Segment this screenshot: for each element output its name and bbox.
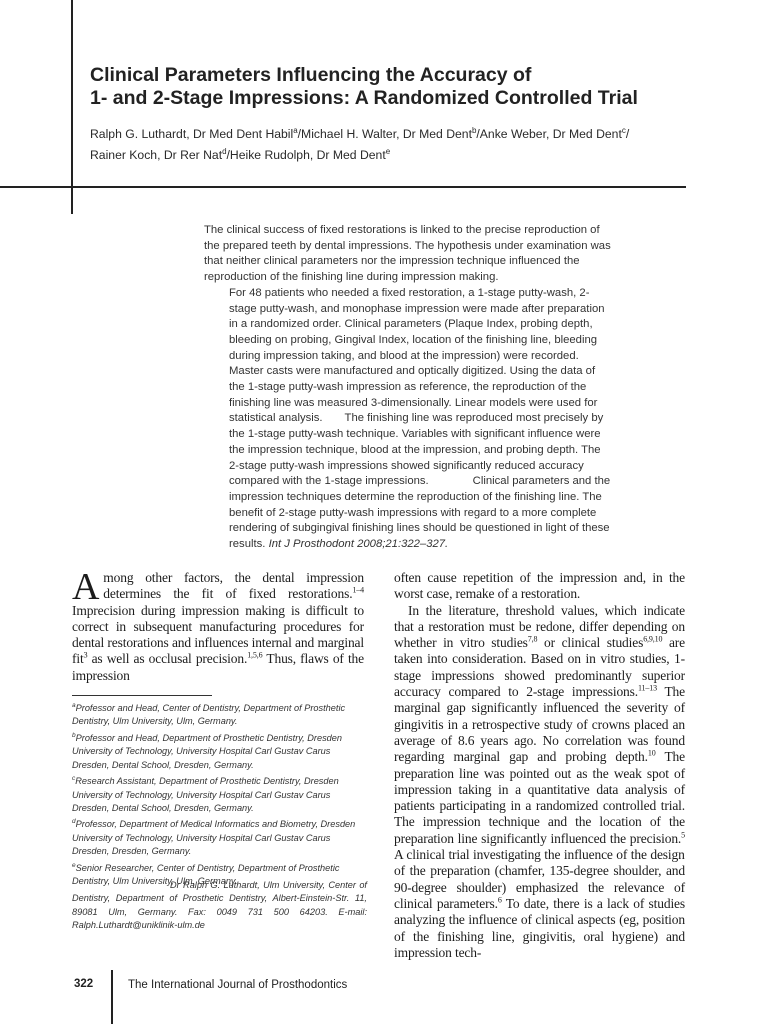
correspondence-address <box>72 879 367 933</box>
footnote-mark: d <box>72 818 76 826</box>
abstract <box>151 223 611 553</box>
abstract-methods-text: For 48 patients who needed a fixed restoration, a 1-stage putty-wash, 2-stage putty-wash, and monophase impression were made after preparation in a randomized order. Clinical parameters (Plaque Index, probing depth, bleeding on probing, Gingival Index, location of the finishing line, bleeding during impression taking, and blood at the impression) were recorded. Master casts were manufactured and optically digitized. Using the data of the 1-stage putty-wash impression as reference, the reproduction of the finishing line was measured 3-dimensionally. Linear models were used for statistical analysis. <box>229 286 605 425</box>
citation-ref: 6 <box>497 895 502 905</box>
title-line-1: Clinical Parameters Influencing the Accuracy of <box>90 64 532 86</box>
affiliation-mark: d <box>222 147 227 157</box>
body-text: mong other factors, the dental impression determines the fit of fixed restorations. <box>103 570 364 602</box>
title-line-2: 1- and 2-Stage Impressions: A Randomized Controlled Trial <box>90 87 638 109</box>
footer-vertical-rule <box>111 970 113 1024</box>
footnote-text: Research Assistant, Department of Prosthetic Dentistry, Dresden University of Technology, University Hospital Carl Gustav Carus Dresden, Dental School, Dresden, Germany. <box>72 776 339 814</box>
header-horizontal-rule <box>0 186 686 188</box>
body-text: Thus, flaws of the impression <box>72 651 364 683</box>
body-paragraph <box>394 603 685 962</box>
header-vertical-rule <box>71 0 73 214</box>
footnote <box>72 772 367 815</box>
affiliation-mark: c <box>621 126 626 135</box>
citation-ref: 3 <box>83 650 88 660</box>
affiliation-mark: a <box>293 126 298 135</box>
body-text: A clinical trial investigating the influence of the design of the preparation (chamfer, 135-degree shoulder, and 90-degree shoulder) emphasized the relevance of clinical parameters. <box>394 847 685 911</box>
body-text: The preparation line was pointed out as the weak spot of impression taking in a quantitative data analysis of patients participating in a randomized controlled trial. The impression technique and the location of the preparation line significantly influenced the precision. <box>394 749 685 846</box>
page-number: 322 <box>74 978 94 990</box>
author-separator: / <box>625 127 630 142</box>
author-name: /Anke Weber, Dr Med Dent <box>476 127 622 142</box>
body-text: To date, there is a lack of studies analyzing the influence of clinical aspects (eg, position of the finishing line, gingivitis, oral hygiene) and impression tech- <box>394 895 685 960</box>
footnote-mark: b <box>72 731 76 739</box>
citation-ref: 1–4 <box>352 585 364 595</box>
footnote-mark: c <box>72 775 76 783</box>
correspondence-text: Dr Ralph G. Luthardt, Ulm University, Center of Dentistry, Department of Prosthetic Dentistry, Albert-Einstein-Str. 11, 89081 Ulm, Germany. Fax: 0049 731 500 64203. E-mail: Ralph.Luthardt@uniklinik-ulm.de <box>72 880 367 931</box>
body-column-left <box>72 566 364 684</box>
body-text: or clinical studies <box>537 635 644 651</box>
citation-ref: 10 <box>647 748 656 758</box>
footnotes <box>72 699 367 889</box>
body-text: as well as occlusal precision. <box>87 651 248 667</box>
footnote-text: Professor, Department of Medical Informatics and Biometry, Dresden University of Technology, University Hospital Carl Gustav Carus Dresden, Dresden, Germany. <box>72 819 356 857</box>
journal-name: The International Journal of Prosthodontics <box>128 979 348 991</box>
footnote-text: Senior Researcher, Center of Dentistry, Department of Prosthetic Dentistry, Ulm University, Ulm, Germany. <box>72 862 340 887</box>
author-name: /Michael H. Walter, Dr Med Dent <box>297 127 472 142</box>
abstract-results-text: The finishing line was reproduced most precisely by the 1-stage putty-wash technique. Variables with significant influence were the impression technique, blood at the impression, and probing depth. The 2-stage putty-wash impressions showed significantly reduced accuracy compared with the 1-stage impressions. <box>229 412 604 488</box>
abstract-conclusion-text: Clinical parameters and the impression techniques determine the reproduction of the finishing line. The benefit of 2-stage putty-wash impressions with regard to a more complete rendering of subgingival finishing lines should be questioned in light of these results. <box>229 475 611 551</box>
affiliation-mark: e <box>385 147 391 157</box>
footnote-rule <box>72 695 212 696</box>
footnote-mark: a <box>72 702 76 709</box>
citation-ref: 1,5,6 <box>247 650 263 660</box>
body-text: In the literature, threshold values, which indicate that a restoration must be redone, differ depending on whether in vitro studies <box>394 602 685 651</box>
citation-ref: 6,9,10 <box>643 634 663 644</box>
footnote-text: Professor and Head, Department of Prosthetic Dentistry, Dresden University of Technology, University Hospital Carl Gustav Carus Dresden, Dental School, Dresden, Germany. <box>72 732 343 770</box>
body-paragraph: often cause repetition of the impression and, in the worst case, remake of a restoration. <box>394 570 685 602</box>
abstract-purpose: The clinical success of fixed restorations is linked to the precise reproduction of the prepared teeth by dental impressions. The hypothesis under examination was that neither clinical parameters nor the impression technique influenced the reproduction of the finishing line during impression making. <box>204 224 611 284</box>
citation-ref: 5 <box>681 830 685 840</box>
author-name: Rainer Koch, Dr Rer Nat <box>90 148 223 163</box>
article-title <box>90 64 730 110</box>
citation-ref: 11–13 <box>637 683 657 693</box>
drop-cap: A <box>72 566 100 608</box>
body-text: The marginal gap significantly influenced the severity of gingivitis in a retrospective study of crowns placed an average of 8.6 years ago. No correlation was found regarding marginal gap and probing depth. <box>394 684 685 765</box>
affiliation-mark: b <box>471 126 477 135</box>
citation-ref: 7,8 <box>527 634 538 644</box>
author-name: /Heike Rudolph, Dr Med Dent <box>226 148 386 163</box>
body-text: are taken into consideration. Based on in vitro studies, 1-stage impressions showed predominantly superior accuracy compared to 2-stage impressions. <box>394 635 685 700</box>
abstract-methods <box>151 286 611 553</box>
footnote <box>72 729 367 772</box>
author-name: Ralph G. Luthardt, Dr Med Dent Habil <box>90 127 294 142</box>
author-list <box>90 122 710 164</box>
body-column-right <box>394 570 685 961</box>
footnote <box>72 815 367 858</box>
intro-paragraph <box>72 566 364 684</box>
footnote <box>72 699 367 729</box>
body-text: Imprecision during impression making is difficult to correct in subsequent manufacturing procedures for dental restorations and influences internal and marginal fit <box>72 602 364 667</box>
footnote-text: Professor and Head, Center of Dentistry, Department of Prosthetic Dentistry, Ulm University, Ulm, Germany. <box>72 703 346 727</box>
footnote-mark: e <box>72 861 76 869</box>
abstract-citation: Int J Prosthodont 2008;21:322–327. <box>268 538 449 551</box>
